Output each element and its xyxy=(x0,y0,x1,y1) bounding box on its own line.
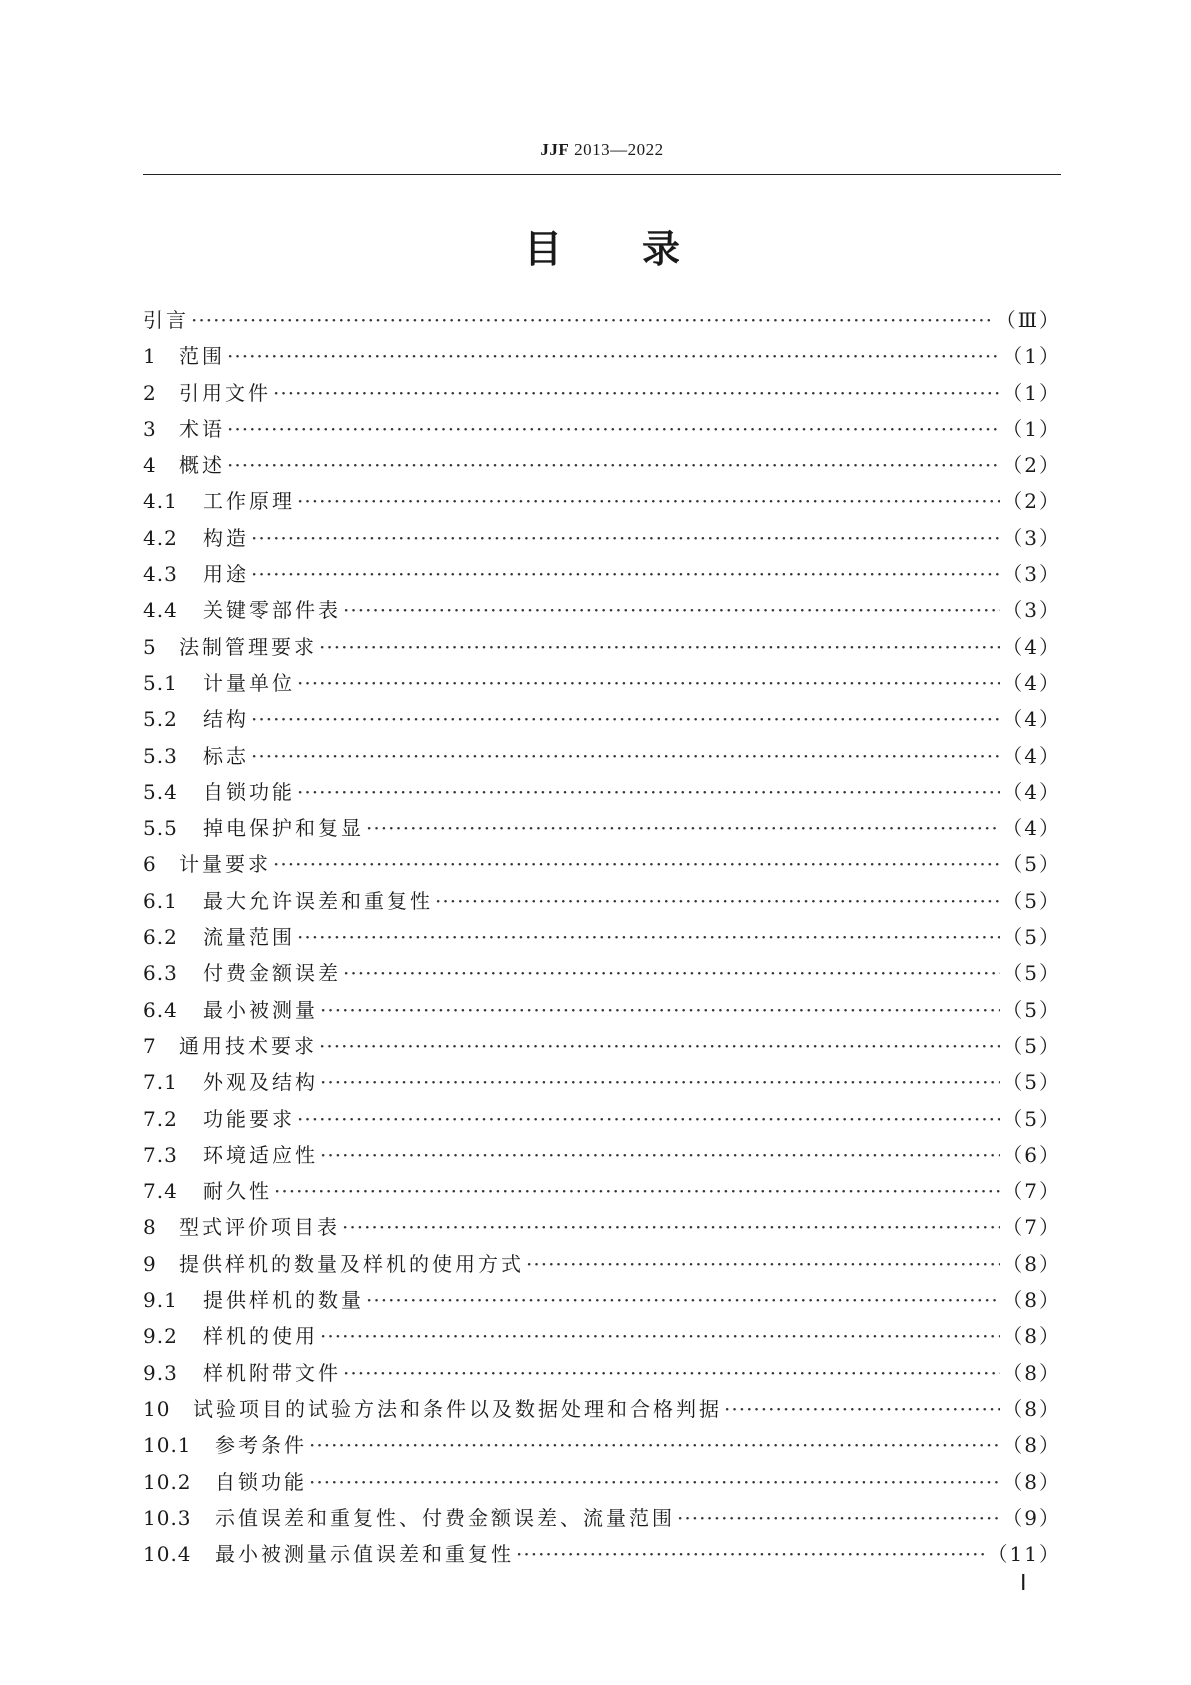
toc-entry-label: 流量范围 xyxy=(203,925,295,950)
toc-entry[interactable] xyxy=(143,774,1061,810)
toc-entry[interactable] xyxy=(143,520,1061,556)
toc-leader-dots xyxy=(343,592,1000,628)
toc-entry-label: 功能要求 xyxy=(203,1106,295,1131)
toc-entry-page: （5） xyxy=(1002,997,1061,1022)
toc-entry-page: （4） xyxy=(1002,707,1061,732)
toc-entry[interactable] xyxy=(143,629,1061,665)
toc-entry[interactable] xyxy=(143,1064,1061,1100)
toc-entry-number: 5.4 xyxy=(143,779,178,804)
toc-leader-dots xyxy=(516,1536,986,1572)
toc-entry-label: 构造 xyxy=(203,525,249,550)
toc-entry[interactable] xyxy=(143,1464,1061,1500)
toc-entry-page: （8） xyxy=(1002,1288,1061,1313)
toc-entry-page: （4） xyxy=(1002,634,1061,659)
toc-entry[interactable] xyxy=(143,1500,1061,1536)
toc-entry[interactable] xyxy=(143,1391,1061,1427)
table-of-contents xyxy=(143,302,1061,1572)
toc-entry-label: 样机的使用 xyxy=(203,1324,318,1349)
toc-entry-page: （2） xyxy=(1002,489,1061,514)
toc-entry-number: 6.1 xyxy=(143,888,178,913)
toc-entry-number: 7.4 xyxy=(143,1179,178,1204)
toc-entry-number: 1 xyxy=(143,344,157,369)
toc-entry[interactable] xyxy=(143,883,1061,919)
toc-entry-page: （9） xyxy=(1002,1505,1061,1530)
toc-entry-number: 9.1 xyxy=(143,1288,178,1313)
toc-entry-label: 自锁功能 xyxy=(215,1469,307,1494)
toc-entry-page: （4） xyxy=(1002,743,1061,768)
toc-leader-dots xyxy=(274,1173,1000,1209)
toc-entry-page: （3） xyxy=(1002,525,1061,550)
toc-leader-dots xyxy=(273,375,1000,411)
toc-leader-dots xyxy=(526,1246,1000,1282)
toc-entry-number: 6.3 xyxy=(143,961,178,986)
title-char-1: 目 xyxy=(523,227,562,271)
toc-entry-page: （7） xyxy=(1002,1215,1061,1240)
toc-leader-dots xyxy=(227,338,1000,374)
toc-entry-label: 计量要求 xyxy=(179,852,271,877)
toc-leader-dots xyxy=(297,774,1000,810)
toc-entry-label: 关键零部件表 xyxy=(203,598,341,623)
toc-entry-page: （2） xyxy=(1002,453,1061,478)
toc-entry-number: 9 xyxy=(143,1251,157,1276)
toc-entry-label: 最小被测量示值误差和重复性 xyxy=(215,1542,514,1567)
toc-leader-dots xyxy=(366,1282,1000,1318)
standard-number: 2013—2022 xyxy=(574,140,664,159)
toc-entry-number: 3 xyxy=(143,416,157,441)
toc-entry-label: 术语 xyxy=(179,416,225,441)
toc-leader-dots xyxy=(227,411,1000,447)
toc-entry-page: （5） xyxy=(1002,1033,1061,1058)
toc-entry-number: 5.2 xyxy=(143,707,178,732)
toc-leader-dots xyxy=(273,846,1000,882)
toc-entry-label: 示值误差和重复性、付费金额误差、流量范围 xyxy=(215,1505,675,1530)
toc-entry-page: （8） xyxy=(1002,1360,1061,1385)
toc-entry-label: 外观及结构 xyxy=(203,1070,318,1095)
toc-entry[interactable] xyxy=(143,738,1061,774)
toc-leader-dots xyxy=(297,1101,1000,1137)
toc-entry-page: （3） xyxy=(1002,562,1061,587)
toc-entry-page: （3） xyxy=(1002,598,1061,623)
toc-entry-page: （1） xyxy=(1002,416,1061,441)
toc-leader-dots xyxy=(251,701,1000,737)
toc-entry-number: 7.1 xyxy=(143,1070,178,1095)
toc-entry-number: 5.3 xyxy=(143,743,178,768)
toc-entry-label: 掉电保护和复显 xyxy=(203,816,364,841)
toc-entry-number: 4.2 xyxy=(143,525,178,550)
toc-entry-number: 4.4 xyxy=(143,598,178,623)
toc-entry-page: （1） xyxy=(1002,344,1061,369)
toc-leader-dots xyxy=(319,1028,1000,1064)
toc-entry-number: 6.4 xyxy=(143,997,178,1022)
header-divider xyxy=(143,174,1061,175)
toc-entry[interactable] xyxy=(143,483,1061,519)
toc-entry-number: 5.5 xyxy=(143,816,178,841)
toc-entry-number: 10 xyxy=(143,1396,171,1421)
toc-entry-page: （5） xyxy=(1002,1070,1061,1095)
toc-entry-number: 4 xyxy=(143,453,157,478)
title-char-2: 录 xyxy=(642,227,681,271)
toc-entry[interactable] xyxy=(143,1427,1061,1463)
toc-entry-label: 样机附带文件 xyxy=(203,1360,341,1385)
toc-entry-number: 5 xyxy=(143,634,157,659)
toc-leader-dots xyxy=(297,665,1000,701)
toc-leader-dots xyxy=(343,955,1000,991)
toc-entry-number: 10.4 xyxy=(143,1542,192,1567)
toc-entry-label: 结构 xyxy=(203,707,249,732)
toc-entry-number: 10.1 xyxy=(143,1433,192,1458)
toc-entry-page: （7） xyxy=(1002,1179,1061,1204)
toc-entry-label: 参考条件 xyxy=(215,1433,307,1458)
toc-entry-label: 范围 xyxy=(179,344,225,369)
standard-code: JJF xyxy=(540,140,570,159)
toc-entry-page: （5） xyxy=(1002,852,1061,877)
toc-entry-number: 10.3 xyxy=(143,1505,192,1530)
toc-entry[interactable] xyxy=(143,411,1061,447)
toc-entry-page: （6） xyxy=(1002,1142,1061,1167)
toc-entry-number: 7.3 xyxy=(143,1142,178,1167)
toc-entry-label: 工作原理 xyxy=(203,489,295,514)
toc-entry[interactable] xyxy=(143,1173,1061,1209)
toc-entry[interactable] xyxy=(143,992,1061,1028)
toc-entry[interactable] xyxy=(143,1282,1061,1318)
toc-entry[interactable] xyxy=(143,1355,1061,1391)
toc-leader-dots xyxy=(677,1500,1000,1536)
toc-entry-label: 付费金额误差 xyxy=(203,961,341,986)
toc-leader-dots xyxy=(320,1318,1000,1354)
toc-entry-label: 概述 xyxy=(179,453,225,478)
toc-entry-page: （5） xyxy=(1002,888,1061,913)
toc-entry-label: 引用文件 xyxy=(179,380,271,405)
toc-entry-number: 6.2 xyxy=(143,925,178,950)
toc-leader-dots xyxy=(343,1355,1000,1391)
toc-leader-dots xyxy=(319,629,1000,665)
toc-entry[interactable] xyxy=(143,919,1061,955)
toc-entry-number: 9.2 xyxy=(143,1324,178,1349)
toc-entry-label: 用途 xyxy=(203,562,249,587)
toc-entry[interactable] xyxy=(143,1101,1061,1137)
toc-entry[interactable] xyxy=(143,1028,1061,1064)
toc-entry-label: 最小被测量 xyxy=(203,997,318,1022)
toc-leader-dots xyxy=(320,1137,1000,1173)
toc-entry[interactable] xyxy=(143,447,1061,483)
toc-leader-dots xyxy=(251,520,1000,556)
toc-entry-page: （4） xyxy=(1002,779,1061,804)
toc-entry-page: （5） xyxy=(1002,961,1061,986)
toc-entry[interactable] xyxy=(143,1137,1061,1173)
toc-entry-label: 引言 xyxy=(143,308,189,332)
toc-entry-number: 10.2 xyxy=(143,1469,192,1494)
toc-entry-label: 型式评价项目表 xyxy=(179,1215,340,1240)
toc-entry-label: 提供样机的数量 xyxy=(203,1288,364,1313)
toc-leader-dots xyxy=(227,447,1000,483)
toc-entry-number: 6 xyxy=(143,852,157,877)
toc-entry-page: （8） xyxy=(1002,1469,1061,1494)
toc-leader-dots xyxy=(366,810,1000,846)
page-header xyxy=(143,140,1061,160)
toc-leader-dots xyxy=(724,1391,1000,1427)
toc-entry-label: 耐久性 xyxy=(203,1179,272,1204)
toc-entry-number: 7.2 xyxy=(143,1106,178,1131)
toc-leader-dots xyxy=(191,302,994,338)
toc-entry[interactable] xyxy=(143,846,1061,882)
toc-leader-dots xyxy=(342,1209,1000,1245)
toc-entry[interactable] xyxy=(143,375,1061,411)
toc-entry-page: （11） xyxy=(987,1542,1061,1567)
toc-entry-page: （8） xyxy=(1002,1433,1061,1458)
toc-entry-page: （4） xyxy=(1002,670,1061,695)
toc-entry-label: 标志 xyxy=(203,743,249,768)
toc-leader-dots xyxy=(435,883,1000,919)
toc-entry-number: 5.1 xyxy=(143,670,178,695)
toc-entry-page: （8） xyxy=(1002,1396,1061,1421)
toc-leader-dots xyxy=(251,556,1000,592)
toc-entry-label: 试验项目的试验方法和条件以及数据处理和合格判据 xyxy=(193,1396,722,1421)
toc-entry[interactable] xyxy=(143,592,1061,628)
toc-entry-label: 自锁功能 xyxy=(203,779,295,804)
toc-leader-dots xyxy=(320,1064,1000,1100)
toc-entry-number: 4.3 xyxy=(143,562,178,587)
toc-leader-dots xyxy=(320,992,1000,1028)
toc-entry-page: （8） xyxy=(1002,1324,1061,1349)
toc-entry-label: 计量单位 xyxy=(203,670,295,695)
toc-entry-page: （5） xyxy=(1002,925,1061,950)
toc-entry[interactable] xyxy=(143,302,1061,338)
toc-leader-dots xyxy=(297,919,1000,955)
toc-entry[interactable] xyxy=(143,701,1061,737)
toc-leader-dots xyxy=(309,1427,1000,1463)
toc-entry-label: 法制管理要求 xyxy=(179,634,317,659)
toc-entry-page: （Ⅲ） xyxy=(995,308,1061,332)
toc-entry-label: 提供样机的数量及样机的使用方式 xyxy=(179,1251,524,1276)
toc-entry-number: 7 xyxy=(143,1033,157,1058)
toc-entry-label: 最大允许误差和重复性 xyxy=(203,888,433,913)
toc-entry[interactable] xyxy=(143,338,1061,374)
toc-leader-dots xyxy=(297,483,1000,519)
toc-entry-number: 8 xyxy=(143,1215,157,1240)
toc-leader-dots xyxy=(309,1464,1000,1500)
toc-entry[interactable] xyxy=(143,556,1061,592)
toc-entry-number: 2 xyxy=(143,380,157,405)
toc-entry-label: 通用技术要求 xyxy=(179,1033,317,1058)
toc-entry-page: （8） xyxy=(1002,1251,1061,1276)
toc-entry[interactable] xyxy=(143,1536,1061,1572)
toc-entry-page: （5） xyxy=(1002,1106,1061,1131)
toc-entry[interactable] xyxy=(143,1246,1061,1282)
page-number: Ⅰ xyxy=(1020,1570,1027,1595)
toc-entry-label: 环境适应性 xyxy=(203,1142,318,1167)
toc-entry-number: 9.3 xyxy=(143,1360,178,1385)
toc-entry[interactable] xyxy=(143,665,1061,701)
toc-entry-page: （4） xyxy=(1002,816,1061,841)
toc-entry-number: 4.1 xyxy=(143,489,178,514)
toc-entry-page: （1） xyxy=(1002,380,1061,405)
toc-entry[interactable] xyxy=(143,810,1061,846)
toc-entry[interactable] xyxy=(143,955,1061,991)
toc-entry[interactable] xyxy=(143,1318,1061,1354)
toc-entry[interactable] xyxy=(143,1209,1061,1245)
toc-leader-dots xyxy=(251,738,1000,774)
page-title xyxy=(143,218,1061,273)
